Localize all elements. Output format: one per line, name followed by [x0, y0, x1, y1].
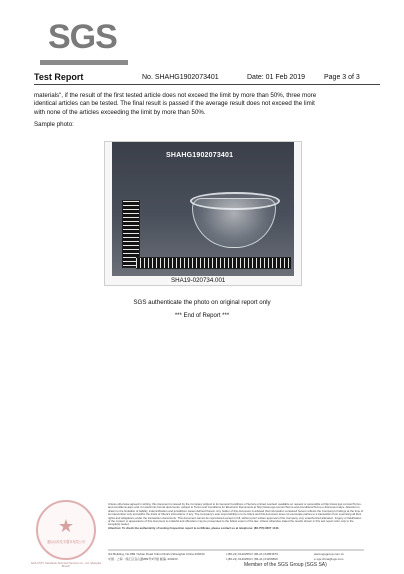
company-stamp: [36, 500, 96, 560]
website: www.sgsgroup.com.cn: [314, 552, 345, 556]
body-line: with none of the articles exceeding the limit by more than 50%.: [34, 108, 206, 116]
photo-id-label: SHAHG1902073401: [166, 152, 234, 159]
email: e sgs.china@sgs.com: [314, 557, 344, 561]
page-number: Page 3 of 3: [324, 74, 360, 81]
logo-underline: [40, 60, 128, 65]
sample-photo-frame: [104, 141, 302, 286]
authenticate-note: SGS authenticate the photo on original report only: [133, 299, 271, 306]
sgs-logo-text: SGS: [48, 18, 117, 56]
ruler-horizontal: [136, 257, 291, 269]
footer-divider: [108, 549, 364, 551]
phone-en: t (86-21) 61402553 f (86-21) 64953679: [226, 552, 278, 556]
stamp-caption: SGS-CSTC Standards Technical Services Co., Ltd. Shanghai Branch: [30, 562, 102, 568]
stamp-text: 通标标准技术服务有限公司: [46, 540, 86, 544]
footer-terms: [108, 503, 364, 530]
sample-photo: [112, 142, 294, 276]
phone-cn: t (86-21) 61402594 f (86-21) 61156899: [226, 557, 278, 561]
sample-photo-label: Sample photo:: [34, 121, 74, 128]
photo-caption: SHA19-020734.001: [171, 277, 226, 284]
report-date: Date: 01 Feb 2019: [247, 74, 305, 81]
end-of-report: *** End of Report ***: [174, 313, 230, 319]
glass-bowl-rim: [190, 192, 280, 210]
star-icon: ★: [57, 516, 75, 536]
attention-text: Attention: To check the authenticity of testing /inspection report & certificate, please contact us at telephone: (86-755) 8307 1443,: [108, 525, 280, 530]
address-en: 3rd Building, No.889 Yishan Road Xuhui District,Shanghai China 200233: [108, 552, 205, 556]
header-divider: [34, 84, 380, 85]
address-cn: 中国 · 上海 · 徐汇区宜山路889号3号楼 邮编: 200233: [108, 557, 178, 561]
body-line: materials", if the result of the first tested article does not exceed the limit by more than 50%, three more: [34, 92, 317, 99]
body-paragraph: [34, 92, 380, 117]
member-note: Member of the SGS Group (SGS SA): [244, 562, 327, 568]
report-title: Test Report: [34, 72, 84, 82]
report-number: No. SHAHG1902073401: [142, 74, 219, 81]
body-line: identical articles can be tested. The final result is passed if the average result does not exceed the limit: [34, 100, 315, 108]
sgs-logo: [20, 14, 120, 60]
terms-text: Unless otherwise agreed in writing, this document is issued by the Company subject to its General Conditions of Service printed overleaf, available on request or accessible at http://www.sgs.com/en/Terms-and-Conditions.aspx and, for electronic format documents, subject to Terms and Conditions for Electronic Documents at http://www.sgs.com/en/Terms-and-Conditions/Terms-e-Document.aspx. Attention is drawn to the limitation of liability, indemnification and jurisdiction issues defined therein. Any holder of this document is advised that information contained hereon reflects the Company's findings at the time of its intervention only and within the limits of Client's instructions, if any. The Company's sole responsibility is to its Client and this document does not exonerate parties to a transaction from exercising all their rights and obligations under the transaction documents. This document cannot be reproduced except in full, without prior written approval of the Company. Any unauthorized alteration, forgery or falsification of the content or appearance of this document is unlawful and offenders may be prosecuted to the fullest extent of the law. Unless otherwise stated the results shown in this test report refer only to the sample(s) tested.: [108, 502, 364, 527]
